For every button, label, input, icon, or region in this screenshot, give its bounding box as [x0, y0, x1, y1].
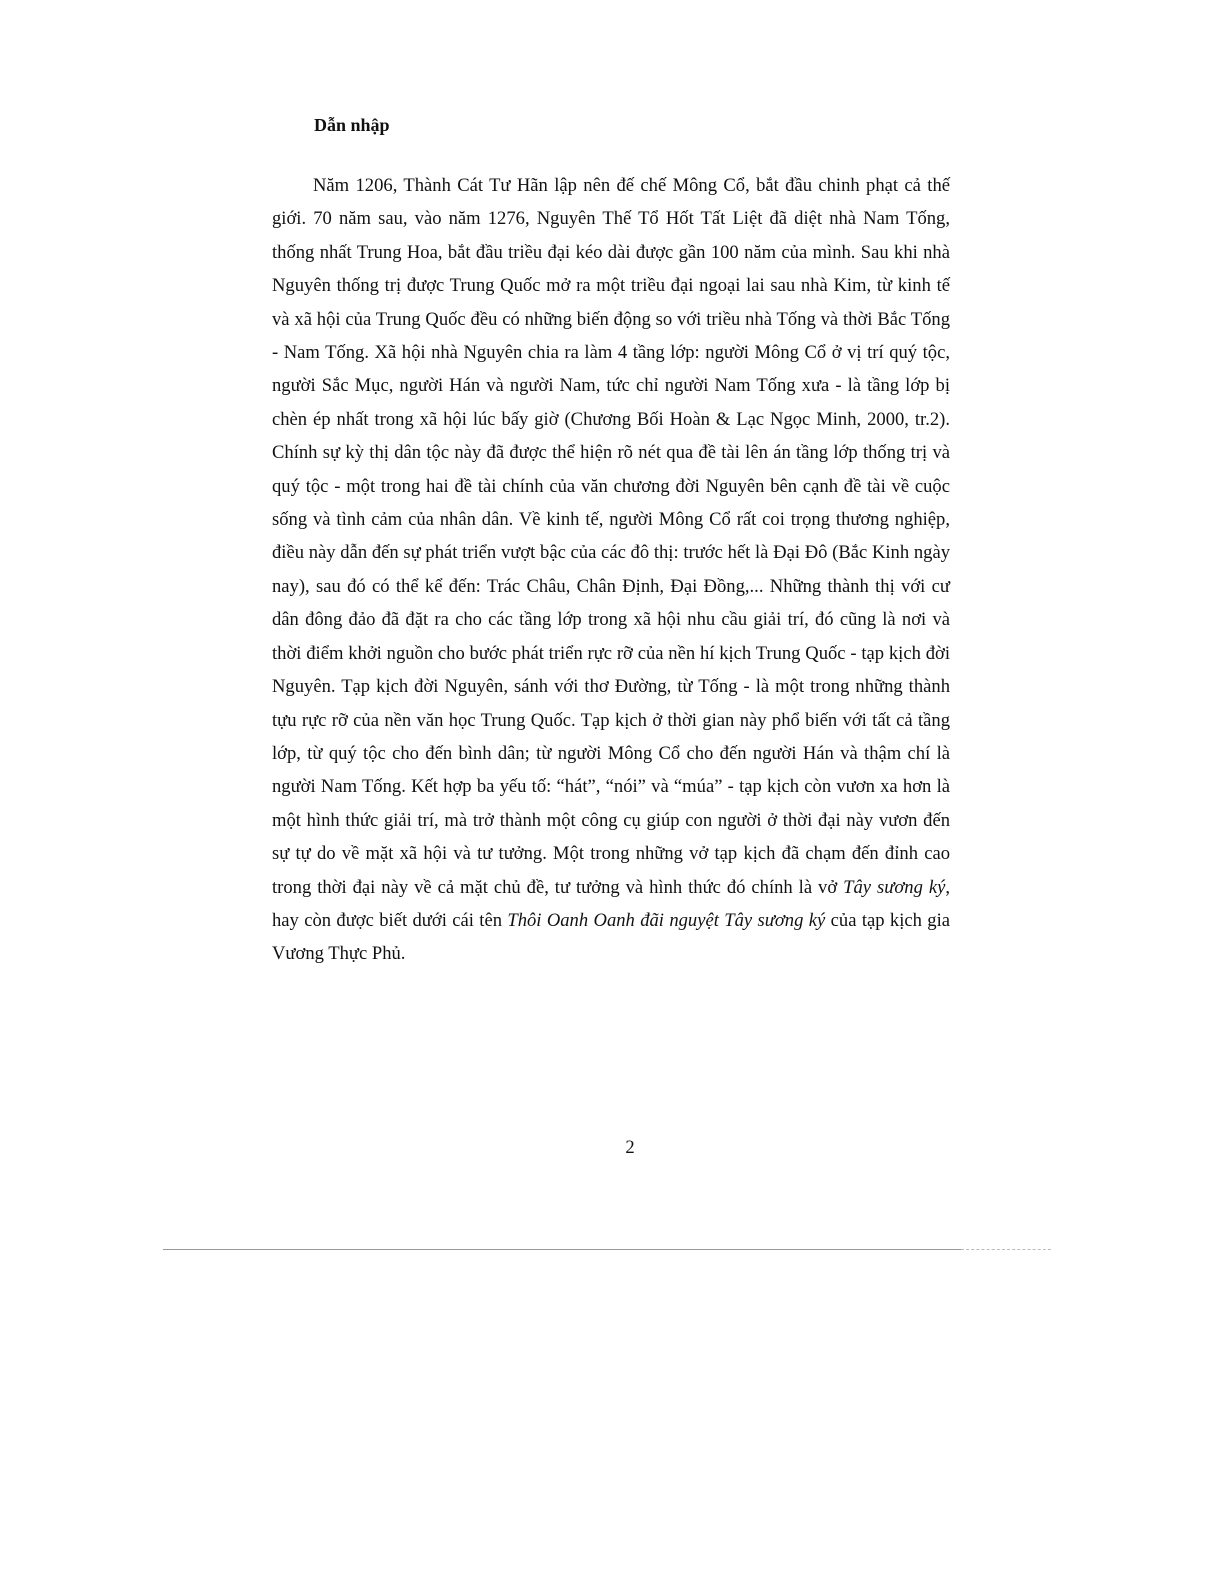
- work-title-full: Thôi Oanh Oanh đãi nguyệt Tây sương ký: [507, 909, 826, 931]
- page-divider: [163, 1249, 961, 1250]
- work-title-tay-suong-ky: Tây sương ký: [843, 876, 946, 898]
- page-number: 2: [625, 1137, 635, 1158]
- paragraph-text-3: của tạp kịch gia Vương Thực Phủ.: [272, 909, 950, 965]
- body-paragraph: [272, 169, 950, 971]
- paragraph-text-2: , hay còn được biết dưới cái tên: [272, 876, 950, 931]
- paragraph-text-1: Năm 1206, Thành Cát Tư Hãn lập nên đế chế Mông Cổ, bắt đầu chinh phạt cả thế giới. 70 năm sau, vào năm 1276, Nguyên Thế Tổ Hốt Tất Liệt đã diệt nhà Nam Tống, thống nhất Trung Hoa, bắt đầu triều đại kéo dài được gần 100 năm của mình. Sau khi nhà Nguyên thống trị được Trung Quốc mở ra một triều đại ngoại lai sau nhà Kim, từ kinh tế và xã hội của Trung Quốc đều có những biến động so với triều nhà Tống và thời Bắc Tống - Nam Tống. Xã hội nhà Nguyên chia ra làm 4 tầng lớp: người Mông Cổ ở vị trí quý tộc, người Sắc Mục, người Hán và người Nam, tức chỉ người Nam Tống xưa - là tầng lớp bị chèn ép nhất trong xã hội lúc bấy giờ (Chương Bối Hoàn & Lạc Ngọc Minh, 2000, tr.2). Chính sự kỳ thị dân tộc này đã được thể hiện rõ nét qua đề tài lên án tầng lớp thống trị và quý tộc - một trong hai đề tài chính của văn chương đời Nguyên bên cạnh đề tài về cuộc sống và tình cảm của nhân dân. Về kinh tế, người Mông Cổ rất coi trọng thương nghiệp, điều này dẫn đến sự phát triển vượt bậc của các đô thị: trước hết là Đại Đô (Bắc Kinh ngày nay), sau đó có thể kể đến: Trác Châu, Chân Định, Đại Đồng,... Những thành thị với cư dân đông đảo đã đặt ra cho các tầng lớp trong xã hội nhu cầu giải trí, đó cũng là nơi và thời điểm khởi nguồn cho bước phát triển rực rỡ của nền hí kịch Trung Quốc - tạp kịch đời Nguyên. Tạp kịch đời Nguyên, sánh với thơ Đường, từ Tống - là một trong những thành tựu rực rỡ của nền văn học Trung Quốc. Tạp kịch ở thời gian này phổ biến với tất cả tầng lớp, từ quý tộc cho đến bình dân; từ người Mông Cổ cho đến người Hán và thậm chí là người Nam Tống. Kết hợp ba yếu tố: “hát”, “nói” và “múa” - tạp kịch còn vươn xa hơn là một hình thức giải trí, mà trở thành một công cụ giúp con người ở thời đại này vươn đến sự tự do về mặt xã hội và tư tưởng. Một trong những vở tạp kịch đã chạm đến đỉnh cao trong thời đại này về cả mặt chủ đề, tư tưởng và hình thức đó chính là vở: [272, 175, 950, 898]
- section-heading: Dẫn nhập: [314, 115, 390, 135]
- page-divider-tail: [961, 1249, 1051, 1250]
